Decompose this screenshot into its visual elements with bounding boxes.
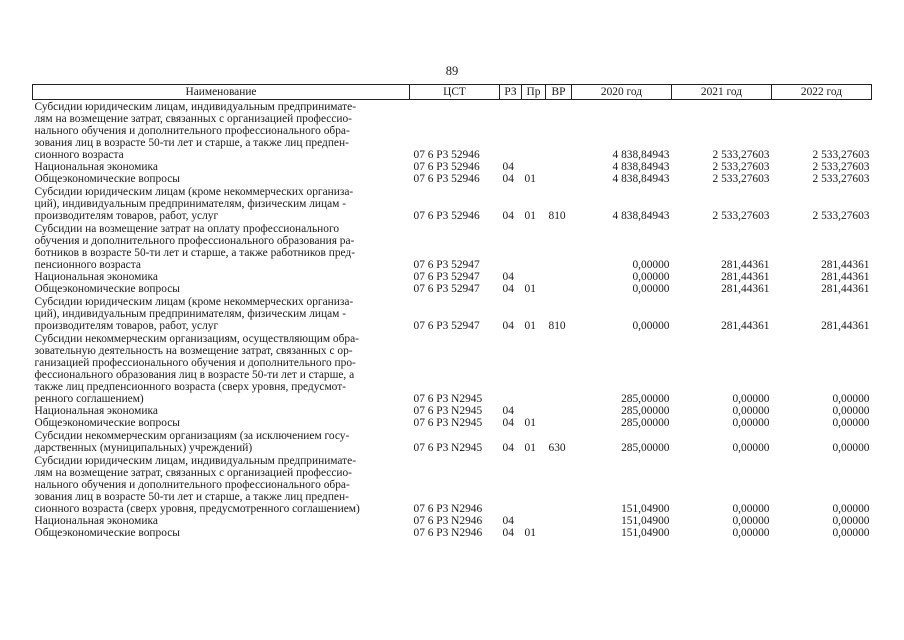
cell-2021: 2 533,27603	[712, 149, 770, 161]
cell-pr: 01	[524, 527, 536, 539]
cell-rz: 04	[502, 417, 514, 429]
header-vr: ВР	[546, 85, 572, 100]
cell-rz: 04	[502, 515, 514, 527]
cell-2020: 285,00000	[621, 417, 670, 429]
cell-pr: 01	[524, 173, 536, 185]
cell-cst: 07 6 P3 N2945	[413, 417, 483, 429]
cell-pr: 01	[524, 283, 536, 295]
cell-vr	[546, 454, 572, 515]
cell-rz: 04	[502, 527, 514, 539]
name-line: Субсидии некоммерческим организациям, осуществляющим обра-	[34, 333, 359, 345]
cell-cst: 07 6 P3 N2945	[413, 405, 483, 417]
cell-pr: 01	[524, 442, 536, 454]
cell-2022: 281,44361	[821, 271, 870, 283]
cell-rz	[500, 332, 522, 405]
name-line: также лиц предпенсионного возраста (сверх уровня, предусмот-	[34, 381, 346, 393]
name-line: лям на возмещение затрат, связанных с организацией профессио-	[34, 113, 352, 125]
table-row	[33, 454, 872, 515]
cell-pr	[522, 332, 546, 405]
cell-2021: 2 533,27603	[712, 210, 770, 222]
name-line: Субсидии некоммерческим организациям (за исключением госу-	[34, 430, 350, 442]
name-line: Общеэкономические вопросы	[34, 527, 180, 539]
name-line: Национальная экономика	[34, 515, 158, 527]
name-line: Национальная экономика	[34, 161, 158, 173]
name-line: сионного возраста (сверх уровня, предусмотренного соглашением)	[34, 503, 360, 515]
cell-2021: 2 533,27603	[712, 161, 770, 173]
table-row	[33, 332, 872, 405]
cell-2022: 0,00000	[832, 393, 870, 405]
table-body	[33, 100, 872, 540]
cell-2022: 281,44361	[821, 283, 870, 295]
cell-vr: 630	[548, 442, 566, 454]
name-line: Субсидии юридическим лицам, индивидуальным предпринимате-	[34, 455, 357, 467]
cell-rz: 04	[502, 405, 514, 417]
cell-name	[33, 527, 410, 539]
name-line: ций), индивидуальным предпринимателям, физическим лицам -	[34, 308, 346, 320]
cell-2022: 281,44361	[821, 320, 870, 332]
name-line: пенсионного возраста	[34, 259, 141, 271]
header-2020: 2020 год	[572, 85, 672, 100]
cell-pr	[522, 454, 546, 515]
cell-rz: 04	[502, 173, 514, 185]
cell-cst: 07 6 P3 52947	[413, 271, 480, 283]
header-2022: 2022 год	[772, 85, 872, 100]
cell-2020: 0,00000	[632, 271, 670, 283]
cell-2020: 4 838,84943	[612, 173, 670, 185]
cell-2020: 285,00000	[621, 442, 670, 454]
header-cst: ЦСТ	[410, 85, 500, 100]
name-line: Национальная экономика	[34, 271, 158, 283]
cell-cst: 07 6 P3 52946	[413, 173, 480, 185]
cell-cst: 07 6 P3 52946	[413, 161, 480, 173]
name-line: ганизацией профессионального обучения и дополнительного про-	[34, 357, 356, 369]
cell-pr: 01	[524, 417, 536, 429]
cell-vr: 810	[548, 320, 566, 332]
cell-name	[33, 271, 410, 283]
table-row	[33, 527, 872, 539]
cell-2021: 0,00000	[732, 527, 770, 539]
cell-name	[33, 283, 410, 295]
cell-2022: 0,00000	[832, 527, 870, 539]
name-line: сионного возраста	[34, 149, 124, 161]
name-line: ций), индивидуальным предпринимателям, физическим лицам -	[34, 198, 346, 210]
name-line: Общеэкономические вопросы	[34, 173, 180, 185]
table-row	[33, 295, 872, 332]
header-name: Наименование	[33, 85, 410, 100]
cell-rz	[500, 454, 522, 515]
table-row	[33, 515, 872, 527]
cell-vr	[546, 515, 572, 527]
cell-name	[33, 222, 410, 271]
cell-rz: 04	[502, 161, 514, 173]
table-row	[33, 417, 872, 429]
name-line: лям на возмещение затрат, связанных с организацией профессио-	[34, 467, 352, 479]
cell-rz: 04	[502, 320, 514, 332]
name-line: дарственных (муниципальных) учреждений)	[34, 442, 253, 454]
name-line: ренного соглашением)	[34, 393, 144, 405]
cell-pr	[522, 271, 546, 283]
table-row	[33, 271, 872, 283]
name-line: Субсидии на возмещение затрат на оплату профессионального	[34, 223, 340, 235]
table-row	[33, 161, 872, 173]
table-row	[33, 222, 872, 271]
cell-2021: 0,00000	[732, 515, 770, 527]
cell-name	[33, 454, 410, 515]
name-line: Национальная экономика	[34, 405, 158, 417]
cell-cst: 07 6 P3 52946	[413, 149, 480, 161]
name-line: Субсидии юридическим лицам (кроме некоммерческих организа-	[34, 186, 354, 198]
cell-name	[33, 161, 410, 173]
name-line: зования лиц в возрасте 50-ти лет и старше, а также лиц предпен-	[34, 491, 349, 503]
header-2021: 2021 год	[672, 85, 772, 100]
cell-2021: 0,00000	[732, 405, 770, 417]
cell-name	[33, 417, 410, 429]
cell-cst: 07 6 P3 N2946	[413, 515, 483, 527]
cell-cst: 07 6 P3 N2946	[413, 503, 483, 515]
cell-vr	[546, 283, 572, 295]
cell-2020: 0,00000	[632, 259, 670, 271]
header-pr: Пр	[522, 85, 546, 100]
cell-pr	[522, 100, 546, 162]
cell-vr	[546, 417, 572, 429]
cell-2021: 281,44361	[721, 320, 770, 332]
cell-rz	[500, 222, 522, 271]
cell-vr: 810	[548, 210, 566, 222]
name-line: нального обучения и дополнительного профессионального обра-	[34, 479, 350, 491]
cell-2021: 0,00000	[732, 393, 770, 405]
cell-2022: 0,00000	[832, 515, 870, 527]
cell-2020: 0,00000	[632, 320, 670, 332]
name-line: обучения и дополнительного профессионального образования ра-	[34, 235, 355, 247]
cell-2020: 4 838,84943	[612, 161, 670, 173]
cell-name	[33, 405, 410, 417]
cell-2022: 2 533,27603	[812, 173, 870, 185]
cell-rz: 04	[502, 271, 514, 283]
cell-pr: 01	[524, 210, 536, 222]
cell-2022: 2 533,27603	[812, 210, 870, 222]
cell-2022: 0,00000	[832, 442, 870, 454]
cell-rz	[500, 100, 522, 162]
cell-name	[33, 515, 410, 527]
table-row	[33, 429, 872, 454]
cell-name	[33, 173, 410, 185]
cell-name	[33, 100, 410, 162]
cell-cst: 07 6 P3 N2945	[413, 442, 483, 454]
header-rz: РЗ	[500, 85, 522, 100]
cell-2022: 2 533,27603	[812, 149, 870, 161]
cell-vr	[546, 173, 572, 185]
cell-2021: 0,00000	[732, 417, 770, 429]
cell-vr	[546, 222, 572, 271]
name-line: Общеэкономические вопросы	[34, 417, 180, 429]
cell-2020: 285,00000	[621, 393, 670, 405]
cell-2020: 151,04900	[621, 527, 670, 539]
cell-cst: 07 6 P3 52946	[413, 210, 480, 222]
cell-pr: 01	[524, 320, 536, 332]
table-row	[33, 405, 872, 417]
cell-2022: 0,00000	[832, 417, 870, 429]
table-row	[33, 185, 872, 222]
table-row	[33, 100, 872, 162]
cell-name	[33, 295, 410, 332]
cell-2021: 0,00000	[732, 503, 770, 515]
name-line: Субсидии юридическим лицам (кроме некоммерческих организа-	[34, 296, 354, 308]
cell-2020: 151,04900	[621, 503, 670, 515]
cell-pr	[522, 222, 546, 271]
page-number: 89	[445, 64, 459, 78]
name-line: зовательную деятельность на возмещение затрат, связанных с ор-	[34, 345, 353, 357]
cell-2022: 281,44361	[821, 259, 870, 271]
cell-2022: 0,00000	[832, 503, 870, 515]
cell-pr	[522, 405, 546, 417]
name-line: производителям товаров, работ, услуг	[34, 210, 219, 222]
cell-2020: 0,00000	[632, 283, 670, 295]
cell-vr	[546, 271, 572, 283]
cell-2020: 285,00000	[621, 405, 670, 417]
cell-2020: 151,04900	[621, 515, 670, 527]
cell-cst: 07 6 P3 52947	[413, 259, 480, 271]
cell-pr	[522, 161, 546, 173]
name-line: зования лиц в возрасте 50-ти лет и старше, а также лиц предпен-	[34, 137, 349, 149]
cell-cst: 07 6 P3 N2945	[413, 393, 483, 405]
cell-name	[33, 429, 410, 454]
name-line: ботников в возрасте 50-ти лет и старше, а также работников пред-	[34, 247, 356, 259]
cell-rz: 04	[502, 442, 514, 454]
cell-vr	[546, 405, 572, 417]
name-line: фессионального образования лиц в возрасте 50-ти лет и старше, а	[34, 369, 355, 381]
cell-rz: 04	[502, 210, 514, 222]
cell-cst: 07 6 P3 N2946	[413, 527, 483, 539]
cell-2022: 2 533,27603	[812, 161, 870, 173]
cell-vr	[546, 527, 572, 539]
cell-2020: 4 838,84943	[612, 210, 670, 222]
budget-table	[32, 84, 872, 539]
cell-rz: 04	[502, 283, 514, 295]
cell-pr	[522, 515, 546, 527]
cell-2021: 281,44361	[721, 271, 770, 283]
table-row	[33, 283, 872, 295]
cell-vr	[546, 332, 572, 405]
table-row	[33, 173, 872, 185]
cell-2022: 0,00000	[832, 405, 870, 417]
cell-name	[33, 332, 410, 405]
name-line: Общеэкономические вопросы	[34, 283, 180, 295]
cell-vr	[546, 161, 572, 173]
cell-2021: 0,00000	[732, 442, 770, 454]
cell-cst: 07 6 P3 52947	[413, 283, 480, 295]
table-header-row	[33, 85, 872, 100]
cell-2020: 4 838,84943	[612, 149, 670, 161]
cell-2021: 281,44361	[721, 259, 770, 271]
name-line: нального обучения и дополнительного профессионального обра-	[34, 125, 350, 137]
cell-vr	[546, 100, 572, 162]
cell-2021: 2 533,27603	[712, 173, 770, 185]
cell-2021: 281,44361	[721, 283, 770, 295]
name-line: Субсидии юридическим лицам, индивидуальным предпринимате-	[34, 101, 357, 113]
cell-cst: 07 6 P3 52947	[413, 320, 480, 332]
cell-name	[33, 185, 410, 222]
name-line: производителям товаров, работ, услуг	[34, 320, 219, 332]
